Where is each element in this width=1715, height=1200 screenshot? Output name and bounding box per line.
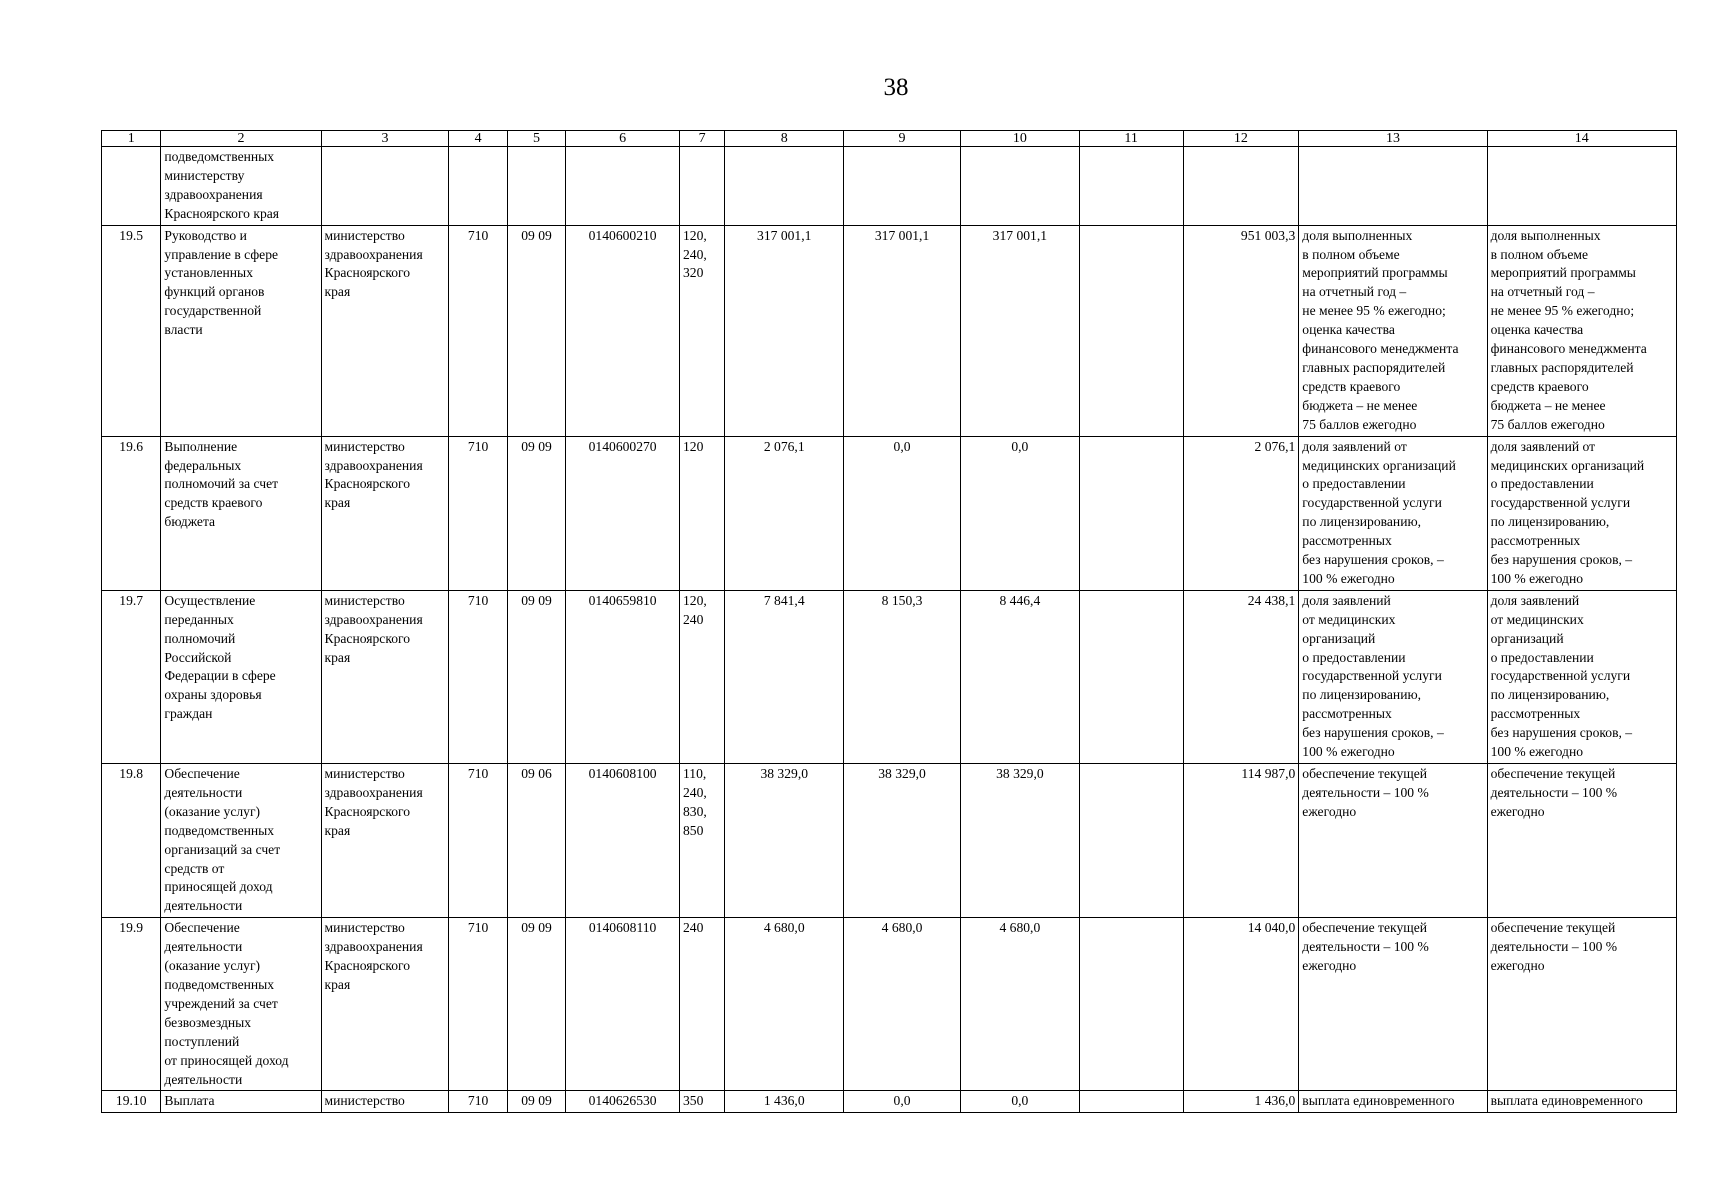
amount-year-1 bbox=[725, 147, 844, 226]
amount-year-3: 8 446,4 bbox=[960, 590, 1079, 763]
column-number: 14 bbox=[1487, 131, 1676, 147]
expense-type-code: 120, 240 bbox=[680, 590, 725, 763]
grbs-code: 710 bbox=[449, 1091, 507, 1113]
responsible-ministry: министерство здравоохранения Красноярского края bbox=[321, 225, 449, 436]
amount-total: 114 987,0 bbox=[1183, 764, 1299, 918]
expense-type-code: 110, 240, 830, 850 bbox=[680, 764, 725, 918]
column-number-row bbox=[102, 131, 1677, 147]
result-indicator: выплата единовременного bbox=[1487, 1091, 1676, 1113]
responsible-ministry: министерство здравоохранения Красноярского края bbox=[321, 918, 449, 1091]
expected-result: обеспечение текущей деятельности – 100 % ежегодно bbox=[1299, 918, 1487, 1091]
amount-total: 1 436,0 bbox=[1183, 1091, 1299, 1113]
amount-year-1: 2 076,1 bbox=[725, 436, 844, 590]
amount-year-1: 317 001,1 bbox=[725, 225, 844, 436]
target-article-code: 0140608100 bbox=[566, 764, 680, 918]
grbs-code bbox=[449, 147, 507, 226]
event-name: Обеспечение деятельности (оказание услуг) подведомственных организаций за счет средств от приносящей доход деятельности bbox=[161, 764, 321, 918]
responsible-ministry: министерство здравоохранения Красноярского края bbox=[321, 436, 449, 590]
event-name: Осуществление переданных полномочий Российской Федерации в сфере охраны здоровья граждан bbox=[161, 590, 321, 763]
target-article-code: 0140608110 bbox=[566, 918, 680, 1091]
expected-result: доля заявлений от медицинских организаций о предоставлении государственной услуги по лицензированию, рассмотренных без нарушения сроков, – 100 % ежегодно bbox=[1299, 590, 1487, 763]
row-number: 19.7 bbox=[102, 590, 161, 763]
column-number: 2 bbox=[161, 131, 321, 147]
program-table bbox=[101, 130, 1677, 1113]
column-number: 9 bbox=[844, 131, 961, 147]
empty-cell bbox=[1079, 436, 1183, 590]
section-code: 09 09 bbox=[507, 436, 565, 590]
expense-type-code: 120 bbox=[680, 436, 725, 590]
row-number: 19.8 bbox=[102, 764, 161, 918]
target-article-code: 0140626530 bbox=[566, 1091, 680, 1113]
empty-cell bbox=[1079, 147, 1183, 226]
target-article-code: 0140600270 bbox=[566, 436, 680, 590]
expected-result: выплата единовременного bbox=[1299, 1091, 1487, 1113]
row-number bbox=[102, 147, 161, 226]
expense-type-code: 240 bbox=[680, 918, 725, 1091]
section-code: 09 09 bbox=[507, 1091, 565, 1113]
result-indicator: доля заявлений от медицинских организаций о предоставлении государственной услуги по лицензированию, рассмотренных без нарушения сроков, – 100 % ежегодно bbox=[1487, 436, 1676, 590]
section-code: 09 09 bbox=[507, 918, 565, 1091]
expected-result: доля заявлений от медицинских организаций о предоставлении государственной услуги по лицензированию, рассмотренных без нарушения сроков, – 100 % ежегодно bbox=[1299, 436, 1487, 590]
amount-year-3: 38 329,0 bbox=[960, 764, 1079, 918]
amount-year-2: 8 150,3 bbox=[844, 590, 961, 763]
amount-total: 2 076,1 bbox=[1183, 436, 1299, 590]
row-number: 19.10 bbox=[102, 1091, 161, 1113]
result-indicator: доля выполненных в полном объеме мероприятий программы на отчетный год – не менее 95 % ежегодно; оценка качества финансового менеджмента главных распорядителей средств краевого бюджета – не менее 75 баллов ежегодно bbox=[1487, 225, 1676, 436]
amount-year-3: 0,0 bbox=[960, 436, 1079, 590]
responsible-ministry bbox=[321, 147, 449, 226]
section-code: 09 09 bbox=[507, 225, 565, 436]
expected-result bbox=[1299, 147, 1487, 226]
grbs-code: 710 bbox=[449, 764, 507, 918]
column-number: 10 bbox=[960, 131, 1079, 147]
event-name: Выполнение федеральных полномочий за счет средств краевого бюджета bbox=[161, 436, 321, 590]
column-number: 13 bbox=[1299, 131, 1487, 147]
amount-year-1: 38 329,0 bbox=[725, 764, 844, 918]
section-code: 09 06 bbox=[507, 764, 565, 918]
row-number: 19.6 bbox=[102, 436, 161, 590]
column-number: 7 bbox=[680, 131, 725, 147]
column-number: 11 bbox=[1079, 131, 1183, 147]
column-number: 8 bbox=[725, 131, 844, 147]
table-row bbox=[102, 225, 1677, 436]
amount-total: 14 040,0 bbox=[1183, 918, 1299, 1091]
amount-year-3 bbox=[960, 147, 1079, 226]
column-number: 3 bbox=[321, 131, 449, 147]
row-number: 19.5 bbox=[102, 225, 161, 436]
empty-cell bbox=[1079, 764, 1183, 918]
empty-cell bbox=[1079, 590, 1183, 763]
column-number: 1 bbox=[102, 131, 161, 147]
expense-type-code bbox=[680, 147, 725, 226]
amount-year-3: 0,0 bbox=[960, 1091, 1079, 1113]
amount-year-3: 317 001,1 bbox=[960, 225, 1079, 436]
page-number: 38 bbox=[883, 74, 909, 101]
grbs-code: 710 bbox=[449, 590, 507, 763]
grbs-code: 710 bbox=[449, 918, 507, 1091]
table-row bbox=[102, 1091, 1677, 1113]
column-number: 4 bbox=[449, 131, 507, 147]
grbs-code: 710 bbox=[449, 436, 507, 590]
expected-result: доля выполненных в полном объеме мероприятий программы на отчетный год – не менее 95 % ежегодно; оценка качества финансового менеджмента главных распорядителей средств краевого бюджета – не менее 75 баллов ежегодно bbox=[1299, 225, 1487, 436]
table-row bbox=[102, 590, 1677, 763]
amount-year-1: 7 841,4 bbox=[725, 590, 844, 763]
event-name: подведомственных министерству здравоохранения Красноярского края bbox=[161, 147, 321, 226]
amount-year-2: 0,0 bbox=[844, 1091, 961, 1113]
table-row bbox=[102, 147, 1677, 226]
result-indicator: обеспечение текущей деятельности – 100 % ежегодно bbox=[1487, 918, 1676, 1091]
responsible-ministry: министерство здравоохранения Красноярского края bbox=[321, 764, 449, 918]
table-row bbox=[102, 918, 1677, 1091]
empty-cell bbox=[1079, 225, 1183, 436]
event-name: Руководство и управление в сфере установленных функций органов государственной власти bbox=[161, 225, 321, 436]
amount-total bbox=[1183, 147, 1299, 226]
column-number: 5 bbox=[507, 131, 565, 147]
expected-result: обеспечение текущей деятельности – 100 % ежегодно bbox=[1299, 764, 1487, 918]
column-number: 6 bbox=[566, 131, 680, 147]
result-indicator: доля заявлений от медицинских организаций о предоставлении государственной услуги по лицензированию, рассмотренных без нарушения сроков, – 100 % ежегодно bbox=[1487, 590, 1676, 763]
amount-year-2 bbox=[844, 147, 961, 226]
column-number: 12 bbox=[1183, 131, 1299, 147]
grbs-code: 710 bbox=[449, 225, 507, 436]
row-number: 19.9 bbox=[102, 918, 161, 1091]
section-code bbox=[507, 147, 565, 226]
table-row bbox=[102, 436, 1677, 590]
amount-year-3: 4 680,0 bbox=[960, 918, 1079, 1091]
result-indicator bbox=[1487, 147, 1676, 226]
target-article-code: 0140600210 bbox=[566, 225, 680, 436]
amount-year-2: 38 329,0 bbox=[844, 764, 961, 918]
section-code: 09 09 bbox=[507, 590, 565, 763]
amount-total: 24 438,1 bbox=[1183, 590, 1299, 763]
table-row bbox=[102, 764, 1677, 918]
responsible-ministry: министерство здравоохранения Красноярского края bbox=[321, 590, 449, 763]
amount-year-2: 317 001,1 bbox=[844, 225, 961, 436]
empty-cell bbox=[1079, 1091, 1183, 1113]
event-name: Обеспечение деятельности (оказание услуг) подведомственных учреждений за счет безвозмездных поступлений от приносящей доход деятельности bbox=[161, 918, 321, 1091]
amount-total: 951 003,3 bbox=[1183, 225, 1299, 436]
target-article-code: 0140659810 bbox=[566, 590, 680, 763]
expense-type-code: 120, 240, 320 bbox=[680, 225, 725, 436]
amount-year-1: 1 436,0 bbox=[725, 1091, 844, 1113]
amount-year-2: 4 680,0 bbox=[844, 918, 961, 1091]
amount-year-2: 0,0 bbox=[844, 436, 961, 590]
event-name: Выплата bbox=[161, 1091, 321, 1113]
result-indicator: обеспечение текущей деятельности – 100 % ежегодно bbox=[1487, 764, 1676, 918]
target-article-code bbox=[566, 147, 680, 226]
amount-year-1: 4 680,0 bbox=[725, 918, 844, 1091]
expense-type-code: 350 bbox=[680, 1091, 725, 1113]
responsible-ministry: министерство bbox=[321, 1091, 449, 1113]
empty-cell bbox=[1079, 918, 1183, 1091]
